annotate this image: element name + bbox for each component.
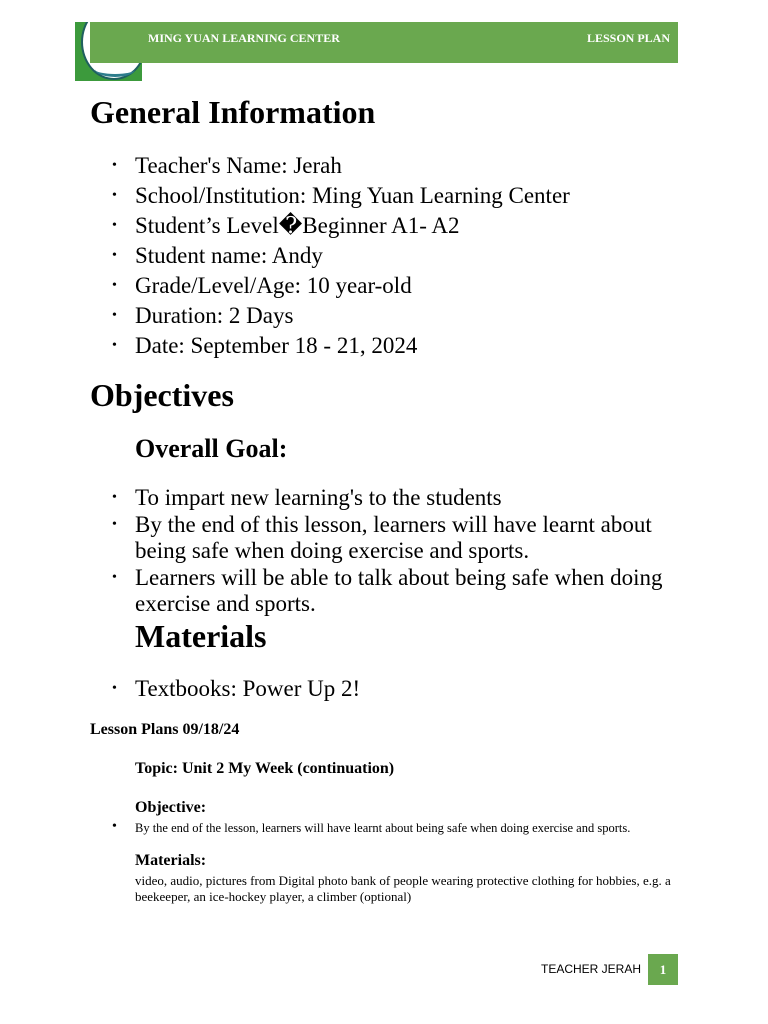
general-information-heading: General Information bbox=[90, 94, 376, 130]
lesson-materials-text: video, audio, pictures from Digital photo bank of people wearing protective clothing for hobbies, e.g. a beekeeper, an ice-hockey player, a climber (optional) bbox=[135, 873, 671, 904]
list-item: • To impart new learning's to the students bbox=[90, 485, 670, 512]
lesson-objective-text: By the end of the lesson, learners will have learnt about being safe when doing exercise and sports. bbox=[135, 821, 631, 835]
logo-swoosh bbox=[95, 62, 135, 77]
lesson-objective-label: Objective: bbox=[135, 799, 207, 816]
overall-goal-heading: Overall Goal: bbox=[135, 434, 288, 463]
header-doc-type: LESSON PLAN bbox=[586, 31, 670, 45]
list-item: • Learners will be able to talk about being safe when doing exercise and sports. bbox=[90, 565, 670, 618]
materials-heading: Materials bbox=[135, 618, 267, 654]
lesson-topic: Topic: Unit 2 My Week (continuation) bbox=[135, 760, 395, 777]
list-item: • Date: September 18 - 21, 2024 bbox=[90, 331, 690, 361]
lesson-plans-heading: Lesson Plans 09/18/24 bbox=[90, 721, 240, 738]
header-school-name: MING YUAN LEARNING CENTER bbox=[148, 31, 340, 45]
list-item: • Textbooks: Power Up 2! bbox=[90, 674, 670, 704]
materials-list bbox=[90, 674, 670, 704]
header-bar bbox=[90, 22, 678, 63]
list-item: • Duration: 2 Days bbox=[90, 301, 690, 331]
objectives-list bbox=[90, 485, 670, 618]
objectives-heading: Objectives bbox=[90, 377, 234, 413]
list-item: • By the end of this lesson, learners will have learnt about being safe when doing exercise and sports. bbox=[90, 512, 670, 565]
list-item: • Grade/Level/Age: 10 year-old bbox=[90, 271, 690, 301]
lesson-materials-label: Materials: bbox=[135, 852, 207, 869]
list-item: • Student’s Level�Beginner A1- A2 bbox=[90, 211, 690, 241]
footer-teacher-name: TEACHER JERAH bbox=[540, 962, 641, 976]
list-item: • Student name: Andy bbox=[90, 241, 690, 271]
general-info-list bbox=[90, 151, 690, 361]
page-number: 1 bbox=[648, 954, 678, 985]
list-item: • School/Institution: Ming Yuan Learning Center bbox=[90, 181, 690, 211]
list-item: • Teacher's Name: Jerah bbox=[90, 151, 690, 181]
bullet-icon: • bbox=[112, 819, 117, 834]
